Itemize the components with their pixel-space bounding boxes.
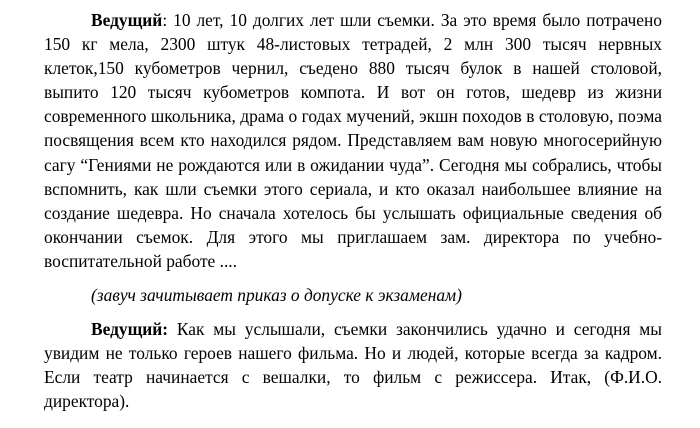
host-paragraph-2 [44, 317, 662, 413]
host-paragraph-1 [44, 8, 662, 273]
speaker-label: Ведущий: [91, 319, 169, 340]
paragraph-text: : 10 лет, 10 долгих лет шли съемки. За это время было потрачено 150 кг мела, 2300 штук 48-листовых тетрадей, 2 млн 300 тысяч нервных клеток,150 кубометров чернил, съедено 880 тысяч булок в нашей столовой, выпито 120 тысяч кубометров компота. И вот он готов, шедевр из жизни современного школьника, драма о годах мучений, экшн походов в столовую, поэма посвящения всем кто находился рядом. Представляем вам новую многосерийную сагу “Гениями не рождаются или в ожидании чуда”. Сегодня мы собрались, чтобы вспомнить, как шли съемки этого сериала, и кто оказал наибольшее влияние на создание шедевра. Но сначала хотелось бы услышать официальные сведения об окончании съемок. Для этого мы приглашаем зам. директора по учебно-воспитательной работе .... [44, 10, 662, 271]
speaker-label: Ведущий [91, 10, 163, 30]
stage-direction: (завуч зачитывает приказ о допуске к экзаменам) [91, 285, 462, 306]
paragraph-text: Как мы услышали, съемки закончились удачно и сегодня мы увидим не только героев нашего фильма. Но и людей, которые всегда за кадром. Если театр начинается с вешалки, то фильм с режиссера. Итак, (Ф.И.О. директора). [44, 319, 662, 412]
document-page [44, 8, 662, 414]
